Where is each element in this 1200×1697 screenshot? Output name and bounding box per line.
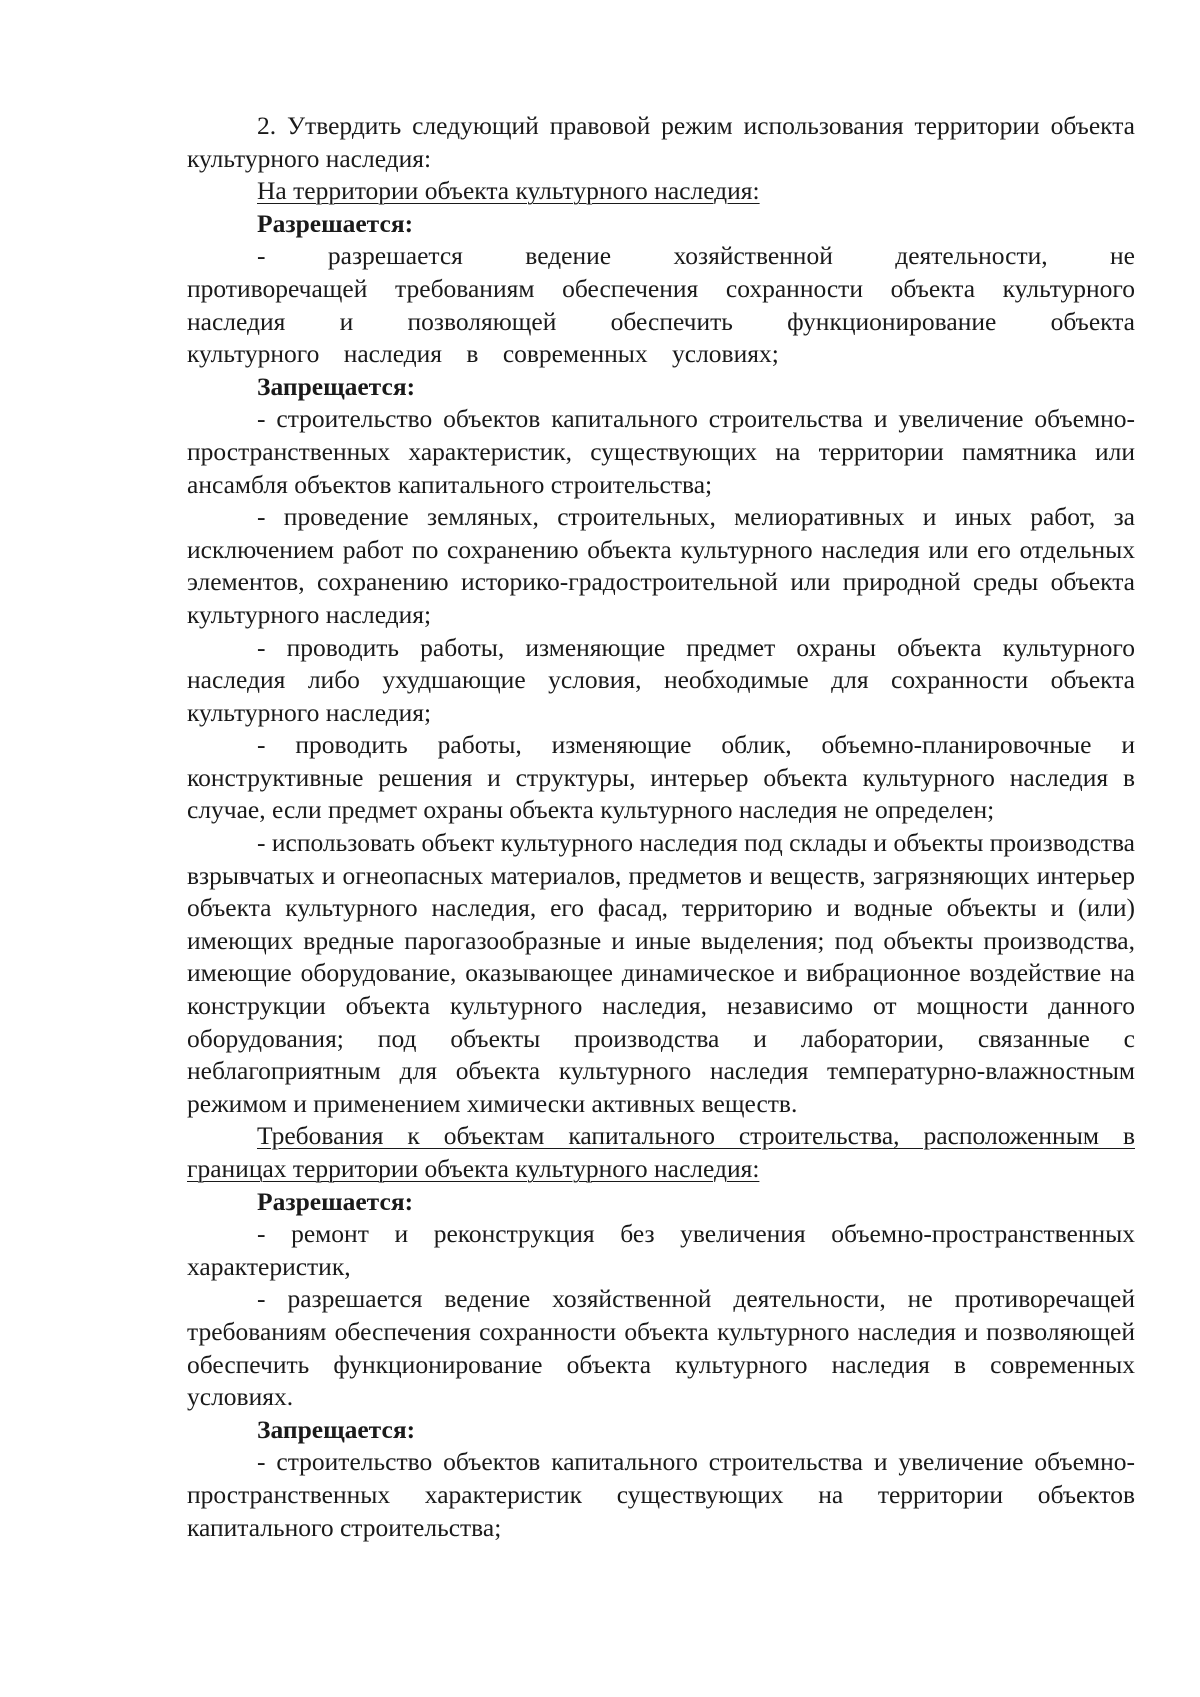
forbidden-item-4: - проводить работы, изменяющие облик, объемно-планировочные и конструктивные решения и структуры, интерьер объекта культурного наследия в случае, если предмет охраны объекта культурного наследия не определен;	[187, 730, 1135, 825]
document-body	[187, 110, 1135, 1544]
territory-heading: На территории объекта культурного наследия:	[257, 176, 760, 206]
forbidden-label-2: Запрещается:	[257, 1414, 416, 1444]
allowed-label-2: Разрешается:	[257, 1186, 414, 1216]
forbidden-item-1: - строительство объектов капитального строительства и увеличение объемно-пространственных характеристик, существующих на территории памятника или ансамбля объектов капитального строительства;	[187, 404, 1135, 499]
allowed-item-1: - разрешается ведение хозяйственной деятельности, не противоречащей требованиям обеспечения сохранности объекта культурного наследия и позволяющей обеспечить функционирование объекта культурного наследия в современных условиях;	[187, 241, 1135, 369]
allowed-item-2a: - ремонт и реконструкция без увеличения объемно-пространственных характеристик,	[187, 1219, 1135, 1281]
forbidden-item-3: - проводить работы, изменяющие предмет охраны объекта культурного наследия либо ухудшающие условия, необходимые для сохранности объекта культурного наследия;	[187, 632, 1135, 727]
forbidden-label-1: Запрещается:	[257, 371, 416, 401]
forbidden-item-2: - проведение земляных, строительных, мелиоративных и иных работ, за исключением работ по сохранению объекта культурного наследия или его отдельных элементов, сохранению историко-градостроительной или природной среды объекта культурного наследия;	[187, 502, 1135, 629]
forbidden-item-6: - строительство объектов капитального строительства и увеличение объемно-пространственных характеристик существующих на территории объектов капитального строительства;	[187, 1447, 1135, 1542]
allowed-item-2b: - разрешается ведение хозяйственной деятельности, не противоречащей требованиям обеспечения сохранности объекта культурного наследия и позволяющей обеспечить функционирование объекта культурного наследия в современных условиях.	[187, 1284, 1135, 1412]
forbidden-item-5: - использовать объект культурного наследия под склады и объекты производства взрывчатых и огнеопасных материалов, предметов и веществ, загрязняющих интерьер объекта культурного наследия, его фасад, территорию и водные объекты и (или) имеющих вредные парогазообразные и иные выделения; под объекты производства, имеющие оборудование, оказывающее динамическое и вибрационное воздействие на конструкции объекта культурного наследия, независимо от мощности данного оборудования; под объекты производства и лаборатории, связанные с неблагоприятным для объекта культурного наследия температурно-влажностным режимом и применением химически активных веществ.	[187, 828, 1135, 1118]
allowed-label-1: Разрешается:	[257, 208, 414, 238]
requirements-heading: Требования к объектам капитального строительства, расположенным в границах территории объекта культурного наследия:	[187, 1121, 1135, 1183]
item-2-paragraph: 2. Утвердить следующий правовой режим использования территории объекта культурного наследия:	[187, 111, 1135, 173]
